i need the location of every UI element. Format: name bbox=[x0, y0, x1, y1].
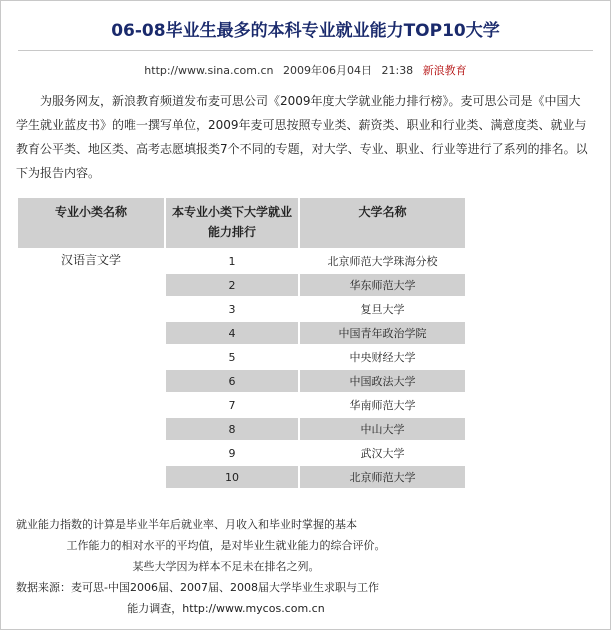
title-divider bbox=[18, 50, 593, 51]
header-university: 大学名称 bbox=[300, 198, 465, 248]
publish-date: 2009年06月04日 bbox=[282, 64, 372, 77]
source-url[interactable]: http://www.sina.com.cn bbox=[144, 64, 274, 77]
rank-cell: 1 bbox=[228, 254, 236, 268]
article-title: 06-08毕业生最多的本科专业就业能力TOP10大学 bbox=[111, 21, 500, 41]
rank-cell: 3 bbox=[228, 302, 236, 316]
header-rank: 本专业小类下大学就业能力排行 bbox=[166, 198, 298, 248]
university-cell: 武汉大学 bbox=[360, 447, 405, 460]
header-major: 专业小类名称 bbox=[18, 198, 164, 248]
university-cell: 华东师范大学 bbox=[300, 274, 465, 296]
ranking-table bbox=[16, 196, 467, 490]
footer-source-link: 能力调查，http://www.mycos.com.cn bbox=[127, 602, 325, 615]
publish-time: 21:38 bbox=[381, 64, 414, 77]
university-cell: 中国青年政治学院 bbox=[300, 322, 465, 344]
rank-cell: 4 bbox=[166, 322, 298, 344]
table-row bbox=[18, 250, 465, 272]
footer-note-line: 工作能力的相对水平的平均值，是对毕业生就业能力的综合评价。 bbox=[66, 539, 386, 552]
university-cell: 华南师范大学 bbox=[349, 399, 416, 412]
rank-cell: 5 bbox=[228, 350, 236, 364]
university-cell: 复旦大学 bbox=[360, 303, 405, 316]
rank-cell: 7 bbox=[228, 398, 236, 412]
major-name: 汉语言文学 bbox=[60, 253, 121, 267]
source-link[interactable]: 新浪教育 bbox=[422, 64, 467, 77]
rank-cell: 10 bbox=[166, 466, 298, 488]
footer-notes bbox=[16, 514, 436, 619]
university-cell: 中央财经大学 bbox=[349, 351, 416, 364]
table-header-row bbox=[18, 198, 465, 248]
footer-source-line: 数据来源：麦可思-中国2006届、2007届、2008届大学毕业生求职与工作 bbox=[16, 581, 379, 594]
rank-cell: 8 bbox=[166, 418, 298, 440]
university-cell: 中山大学 bbox=[300, 418, 465, 440]
intro-paragraph: 为服务网友，新浪教育频道发布麦可思公司《2009年度大学就业能力排行榜》。麦可思公司是《中国大学生就业蓝皮书》的唯一撰写单位，2009年麦可思按照专业类、薪资类、职业和行业类、满意度类、就业与教育公平类、地区类、高考志愿填报类7个不同的专题，对大学、专业、职业、行业等进行了系列的排名。以下为报告内容。 bbox=[16, 94, 588, 180]
article-meta bbox=[0, 62, 611, 78]
footer-note-line: 某些大学因为样本不足未在排名之列。 bbox=[132, 560, 320, 573]
university-cell: 北京师范大学珠海分校 bbox=[327, 255, 438, 268]
rank-cell: 6 bbox=[166, 370, 298, 392]
rank-cell: 9 bbox=[228, 446, 236, 460]
rank-cell: 2 bbox=[166, 274, 298, 296]
footer-note-line: 就业能力指数的计算是毕业半年后就业率、月收入和毕业时掌握的基本 bbox=[16, 518, 357, 531]
university-cell: 北京师范大学 bbox=[300, 466, 465, 488]
university-cell: 中国政法大学 bbox=[300, 370, 465, 392]
